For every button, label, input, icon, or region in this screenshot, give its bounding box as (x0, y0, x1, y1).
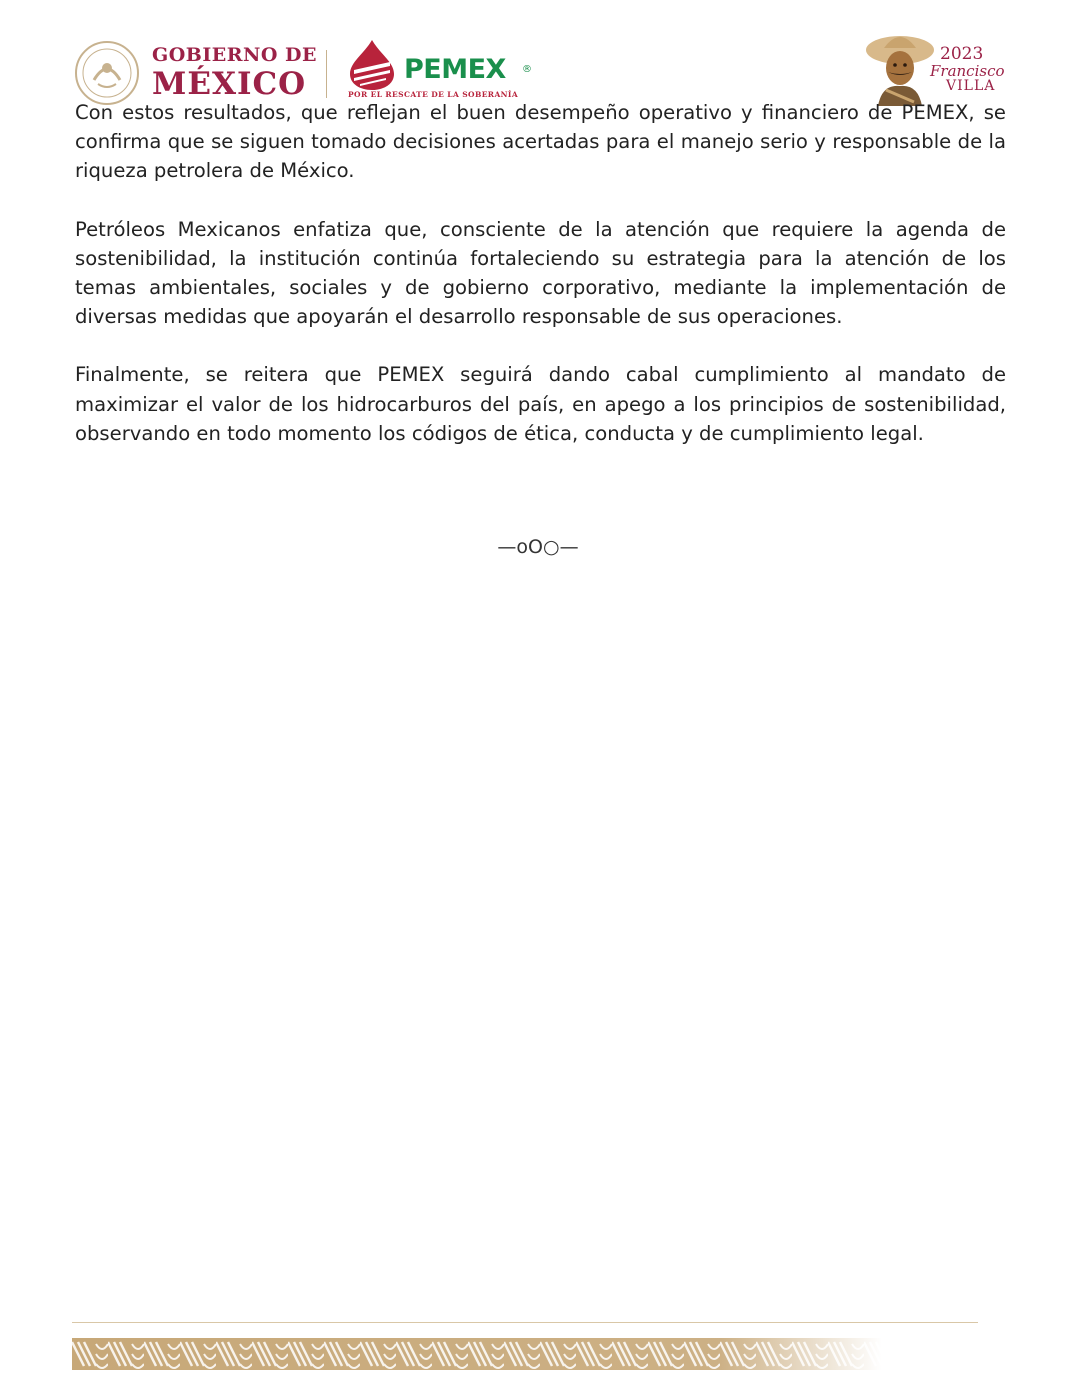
letterhead (74, 28, 1014, 108)
pemex-wordmark: PEMEX (404, 54, 506, 85)
footer-rule (72, 1322, 978, 1323)
gobierno-de-mexico-logo (74, 40, 317, 106)
anniversary-name-last: VILLA (946, 78, 996, 94)
paragraph: Con estos resultados, que reflejan el buen desempeño operativo y financiero de PEMEX, se confirma que se siguen tomado decisiones acertadas para el manejo serio y responsable de la riqueza petrolera de México. (75, 101, 1006, 183)
francisco-villa-2023-logo (864, 28, 1014, 108)
gobierno-line2: MÉXICO (152, 66, 307, 102)
closing-mark: —oO○— (497, 536, 579, 558)
press-release-body (75, 98, 1006, 477)
national-seal-icon (74, 40, 140, 106)
logo-divider (326, 50, 327, 98)
anniversary-year: 2023 (940, 44, 984, 64)
paragraph: Petróleos Mexicanos enfatiza que, consciente de la atención que requiere la agenda de sostenibilidad, la institución continúa fortaleciendo su estrategia para la atención de los temas ambientales, sociales y de gobierno corporativo, mediante la implementación de diversas medidas que apoyarán el desarrollo responsable de sus operaciones. (75, 217, 1006, 329)
decorative-pattern-band (72, 1338, 882, 1370)
anniversary-name-first: Francisco (930, 62, 1005, 80)
pemex-logo (346, 38, 536, 102)
pemex-eagle-drop-icon (346, 40, 398, 90)
paragraph: Finalmente, se reitera que PEMEX seguirá dando cabal cumplimiento al mandato de maximizar el valor de los hidrocarburos del país, en apego a los principios de sostenibilidad, observando en todo momento los códigos de ética, conducta y de cumplimiento legal. (75, 363, 1006, 445)
pemex-registered-mark: ® (522, 64, 532, 75)
pemex-tagline: POR EL RESCATE DE LA SOBERANÍA (348, 90, 519, 99)
gobierno-line1: GOBIERNO DE (152, 44, 317, 66)
